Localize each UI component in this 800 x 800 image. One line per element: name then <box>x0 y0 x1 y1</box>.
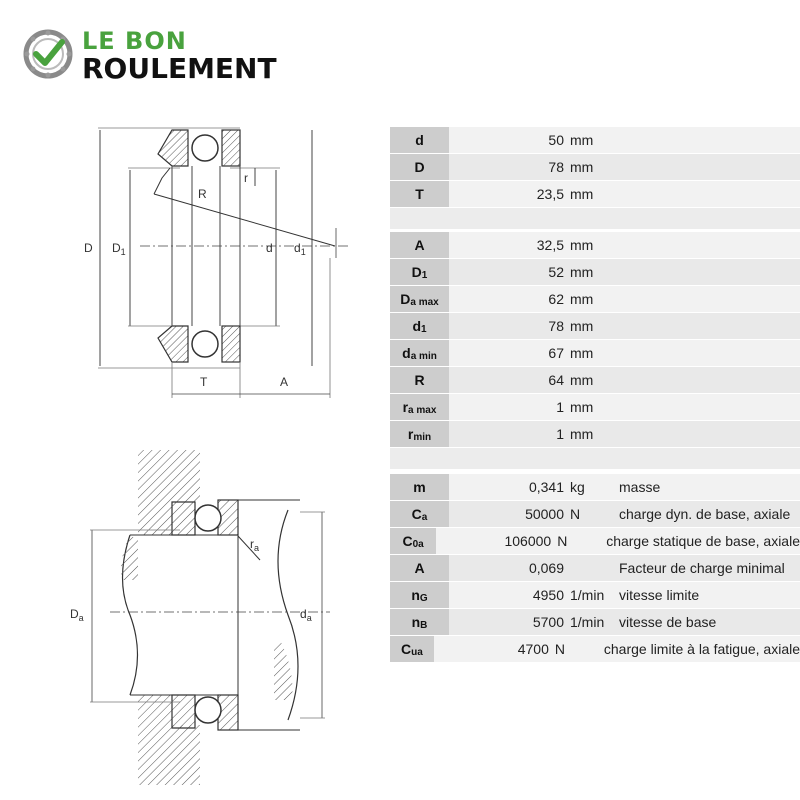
table-row: A 0,069 Facteur de charge minimal <box>390 555 800 582</box>
table-row: T 23,5 mm <box>390 181 800 208</box>
table-row: C $_a$ 50000 N charge dyn. de base, axiale <box>390 501 800 528</box>
label-R: R <box>198 187 207 201</box>
table-row: r $_{a max}$ 1 mm <box>390 394 800 421</box>
label-d1: $d_1$ <box>294 241 306 257</box>
label-A: A <box>280 375 289 389</box>
table-row: r $_{min}$ 1 mm <box>390 421 800 448</box>
table-row: C $_{0a}$ 106000 N charge statique de base, axiale <box>390 528 800 555</box>
table-row: m 0,341 kg masse <box>390 474 800 501</box>
table-row: D $_1$ 52 mm <box>390 259 800 286</box>
table-row: d $_1$ 78 mm <box>390 313 800 340</box>
table-row: C $_{ua}$ 4700 N charge limite à la fatigue, axiale <box>390 636 800 663</box>
table-spacer <box>390 208 800 229</box>
table-row: d 50 mm <box>390 127 800 154</box>
label-D: D <box>84 241 93 255</box>
bearing-section-drawing <box>80 118 360 408</box>
dimensions-table <box>390 127 800 229</box>
table-row: n $_B$ 5700 1/min vitesse de base <box>390 609 800 636</box>
table-row: A 32,5 mm <box>390 232 800 259</box>
table-spacer <box>390 448 800 469</box>
label-r: r <box>244 171 248 185</box>
label-Da: $D_a$ <box>70 607 84 623</box>
table-row: D $_{a max}$ 62 mm <box>390 286 800 313</box>
label-d: d <box>266 241 273 255</box>
label-ra: $r_a$ <box>250 537 260 553</box>
bearing-check-icon <box>22 28 74 80</box>
table-row: D 78 mm <box>390 154 800 181</box>
mounting-table <box>390 232 800 469</box>
table-row: n $_G$ 4950 1/min vitesse limite <box>390 582 800 609</box>
brand-logo <box>22 26 302 86</box>
mounting-drawing <box>60 440 360 790</box>
properties-table <box>390 474 800 663</box>
brand-line1: LE BON <box>82 27 187 55</box>
label-da: $d_a$ <box>300 607 312 623</box>
label-D1: $D_1$ <box>112 241 126 257</box>
label-T: T <box>200 375 208 389</box>
brand-line2: ROULEMENT <box>82 52 277 85</box>
table-row: R 64 mm <box>390 367 800 394</box>
table-row: d $_{a min}$ 67 mm <box>390 340 800 367</box>
